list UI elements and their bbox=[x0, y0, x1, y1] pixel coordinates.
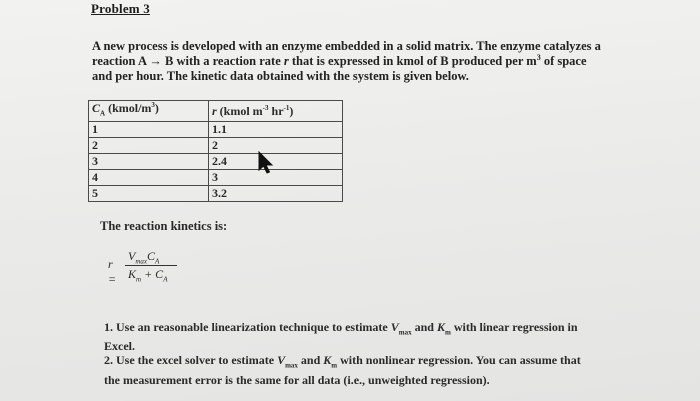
rate-symbol: r bbox=[283, 54, 289, 68]
cell-concentration: 4 bbox=[89, 170, 209, 186]
symbol: V bbox=[277, 353, 286, 368]
task-text: and bbox=[411, 320, 437, 334]
symbol: K bbox=[436, 320, 445, 334]
task-1-line-1 bbox=[104, 320, 664, 339]
symbol: K bbox=[323, 353, 332, 368]
kinetics-label: The reaction kinetics is: bbox=[100, 219, 228, 233]
task-text: 1. Use an reasonable linearization technique to estimate bbox=[104, 320, 391, 334]
intro-line-2 bbox=[92, 54, 672, 69]
header-rate bbox=[209, 101, 343, 122]
task-text: 2. Use the excel solver to estimate bbox=[104, 353, 278, 368]
equation-lhs: r = bbox=[108, 257, 117, 286]
intro-text: that is expressed in kmol of B produced per m bbox=[288, 54, 537, 68]
task-2-line-1 bbox=[104, 353, 664, 372]
header-text: r bbox=[212, 103, 217, 118]
header-text: (kmol/m bbox=[105, 101, 152, 115]
superscript: -1 bbox=[283, 103, 290, 112]
task-list bbox=[104, 320, 664, 387]
equation-denominator bbox=[128, 267, 167, 283]
subscript: m bbox=[445, 328, 451, 337]
kinetic-data-table bbox=[88, 100, 343, 202]
symbol: + C bbox=[141, 267, 164, 281]
cell-rate: 1.1 bbox=[209, 122, 343, 138]
symbol: C bbox=[147, 249, 156, 263]
cell-concentration: 2 bbox=[89, 138, 209, 154]
equation-numerator bbox=[128, 249, 159, 265]
header-concentration bbox=[89, 101, 209, 122]
intro-line-1: A new process is developed with an enzyme embedded in a solid matrix. The enzyme catalyzes a bbox=[92, 39, 601, 53]
symbol: K bbox=[128, 267, 137, 281]
table-header-row bbox=[89, 101, 343, 122]
header-text: (kmol m bbox=[216, 103, 263, 118]
task-text: and bbox=[297, 353, 324, 368]
superscript: 3 bbox=[151, 101, 155, 109]
mouse-cursor-icon bbox=[258, 151, 276, 175]
subscript: A bbox=[163, 275, 168, 284]
header-text: hr bbox=[268, 103, 284, 118]
symbol: V bbox=[128, 249, 136, 263]
table-row bbox=[89, 154, 343, 170]
intro-text: of space bbox=[540, 54, 587, 68]
symbol: V bbox=[390, 320, 399, 334]
subscript: max bbox=[135, 257, 148, 266]
header-text: C bbox=[92, 101, 101, 115]
cell-concentration: 5 bbox=[89, 186, 209, 202]
subscript: m bbox=[136, 275, 142, 284]
problem-heading: Problem 3 bbox=[91, 1, 150, 16]
subscript: max bbox=[285, 361, 298, 370]
superscript: 3 bbox=[536, 52, 541, 62]
subscript: max bbox=[398, 328, 412, 337]
table-row bbox=[89, 170, 343, 186]
intro-line-3: and per hour. The kinetic data obtained with the system is given below. bbox=[92, 69, 469, 83]
subscript: A bbox=[155, 257, 160, 266]
header-text: ) bbox=[154, 101, 159, 115]
table-row bbox=[89, 138, 343, 154]
task-2-line-2: the measurement error is the same for all data (i.e., unweighted regression). bbox=[104, 372, 490, 387]
problem-statement bbox=[92, 39, 672, 84]
task-text: with nonlinear regression. You can assume that bbox=[337, 353, 581, 368]
cell-concentration: 1 bbox=[89, 122, 209, 138]
header-text: ) bbox=[289, 103, 294, 118]
superscript: -3 bbox=[262, 103, 269, 112]
subscript: A bbox=[100, 109, 106, 118]
table-row bbox=[89, 122, 343, 138]
cell-rate: 2 bbox=[209, 138, 343, 154]
subscript: m bbox=[331, 361, 338, 370]
table-row bbox=[89, 186, 343, 202]
intro-text: reaction A → B with a reaction rate bbox=[92, 54, 284, 68]
fraction-bar bbox=[125, 265, 177, 266]
cell-rate: 3 bbox=[209, 170, 343, 186]
task-1-line-2: Excel. bbox=[104, 339, 135, 354]
cell-rate: 2.4 bbox=[209, 154, 343, 170]
cell-concentration: 3 bbox=[89, 154, 209, 170]
cell-rate: 3.2 bbox=[209, 186, 343, 202]
task-text: with linear regression in bbox=[450, 320, 578, 334]
